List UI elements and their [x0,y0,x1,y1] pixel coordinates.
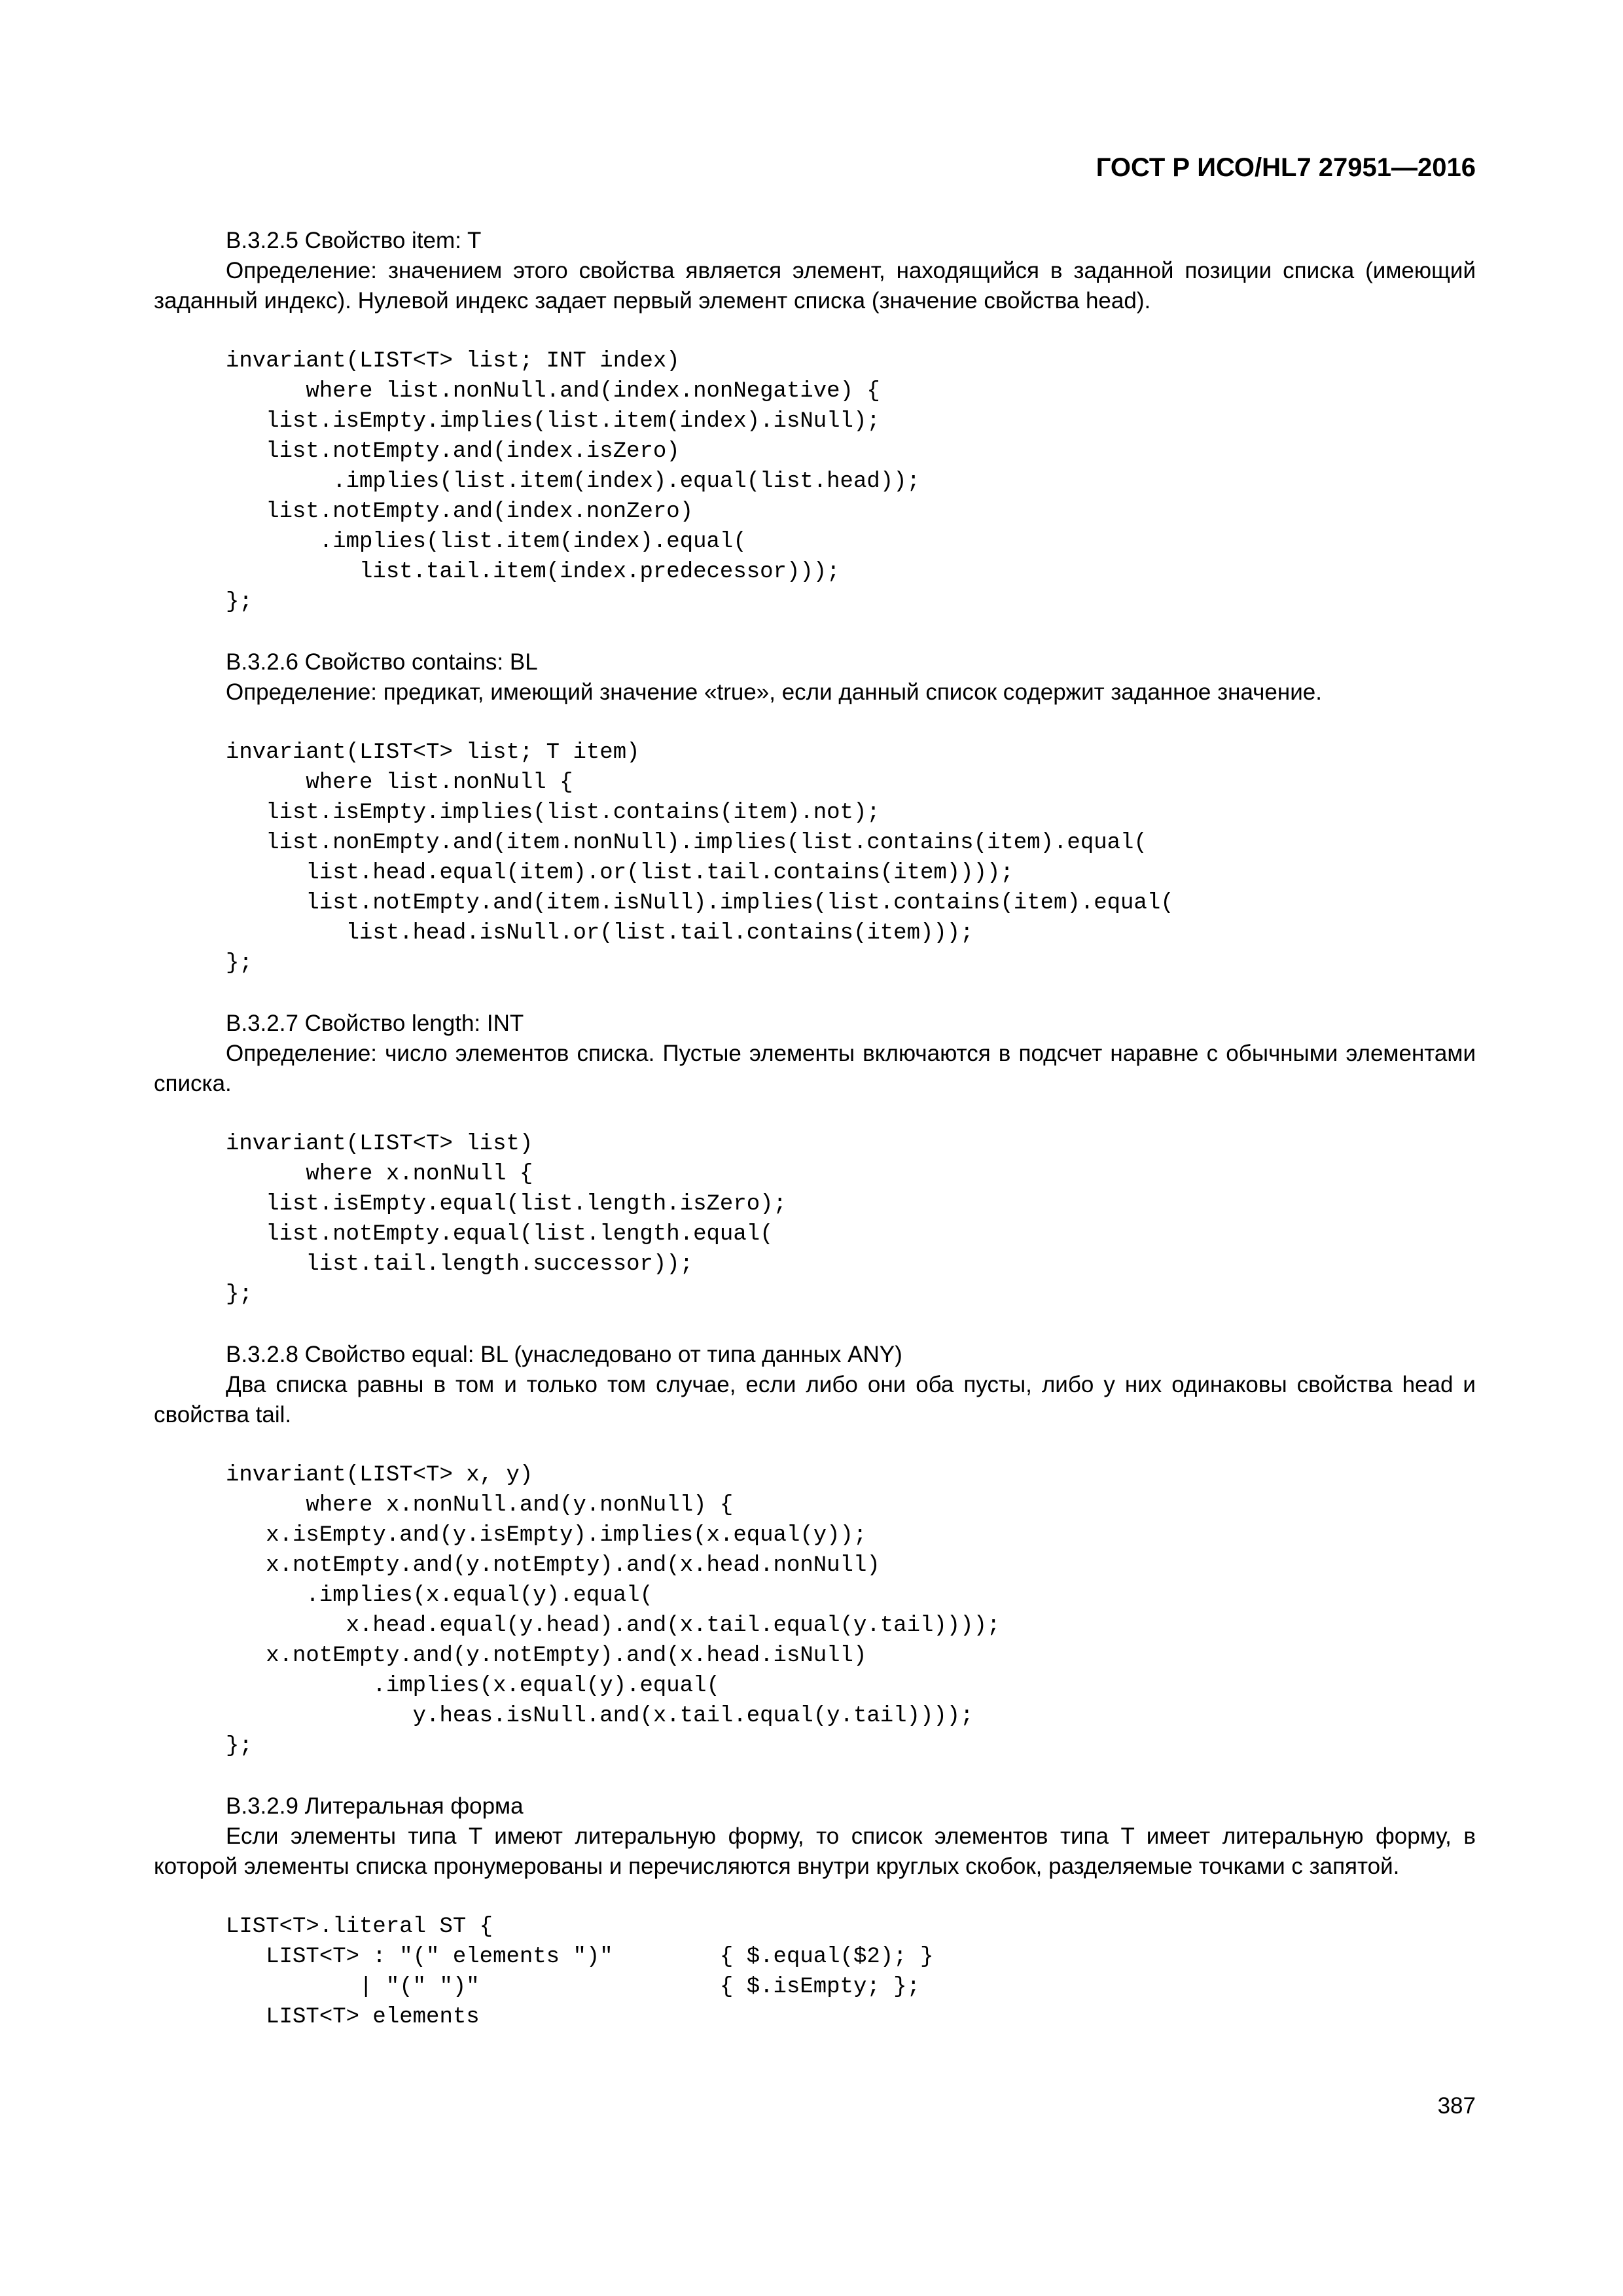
document-body [154,226,1476,2062]
section-heading: B.3.2.7 Свойство length: INT [226,1011,524,1036]
section-length-property [154,1009,1476,1310]
section-paragraph: Определение: предикат, имеющий значение «true», если данный список содержит заданное значение. [226,679,1322,705]
section-heading: B.3.2.8 Свойство equal: BL (унаследовано от типа данных ANY) [226,1342,902,1367]
code-block: invariant(LIST<T> list; INT index) where list.nonNull.and(index.nonNegative) { list.isEmpty.implies(list.item(index).isNull); list.notEmpty.and(index.isZero) .implies(list.item(index).equal(list.head)); list.notEmpty.and(index.nonZero) .implies(list.item(index).equal( list.tail.item(index.predecessor))); }; [226,349,920,615]
code-block: invariant(LIST<T> list) where x.nonNull { list.isEmpty.equal(list.length.isZero); list.notEmpty.equal(list.length.equal( list.tail.length.successor)); }; [226,1132,787,1307]
section-heading: B.3.2.5 Свойство item: T [226,228,482,253]
code-block: invariant(LIST<T> list; T item) where list.nonNull { list.isEmpty.implies(list.contains(item).not); list.nonEmpty.and(item.nonNull).implies(list.contains(item).equal( list.head.equal(item).or(list.tail.contains(item)))); list.notEmpty.and(item.isNull).implies(list.contains(item).equal( list.head.isNull.or(list.tail.contains(item))); }; [226,740,1174,976]
section-paragraph: Определение: число элементов списка. Пустые элементы включаются в подсчет наравне с обычными элементами списка. [154,1041,1476,1096]
code-block: LIST<T>.literal ST { LIST<T> : "(" elements ")" { $.equal($2); } | "(" ")" { $.isEmpty; }; LIST<T> elements [226,1914,934,2030]
code-block: invariant(LIST<T> x, y) where x.nonNull.and(y.nonNull) { x.isEmpty.and(y.isEmpty).implies(x.equal(y)); x.notEmpty.and(y.notEmpty).and(x.head.nonNull) .implies(x.equal(y).equal( x.head.equal(y.head).and(x.tail.equal(y.tail)))); x.notEmpty.and(y.notEmpty).and(x.head.isNull) .implies(x.equal(y).equal( y.heas.isNull.and(x.tail.equal(y.tail)))); }; [226,1463,1001,1759]
section-item-property [154,226,1476,617]
section-heading: B.3.2.6 Свойство contains: BL [226,649,538,675]
section-literal-form [154,1791,1476,2032]
section-paragraph: Два списка равны в том и только том случае, если либо они оба пусты, либо у них одинаковы свойства head и свойства tail. [154,1372,1476,1427]
section-contains-property [154,647,1476,978]
section-paragraph: Если элементы типа T имеют литеральную форму, то список элементов типа T имеет литеральную форму, в которой элементы списка пронумерованы и перечисляются внутри круглых скобок, разделяемые точками с запятой. [154,1823,1476,1879]
page-number: 387 [1437,2093,1476,2119]
document-header-id: ГОСТ Р ИСО/HL7 27951—2016 [1096,153,1476,182]
section-paragraph: Определение: значением этого свойства является элемент, находящийся в заданной позиции списка (имеющий заданный индекс). Нулевой индекс задает первый элемент списка (значение свойства head). [154,258,1476,314]
section-equal-property [154,1340,1476,1761]
section-heading: B.3.2.9 Литеральная форма [226,1793,524,1819]
